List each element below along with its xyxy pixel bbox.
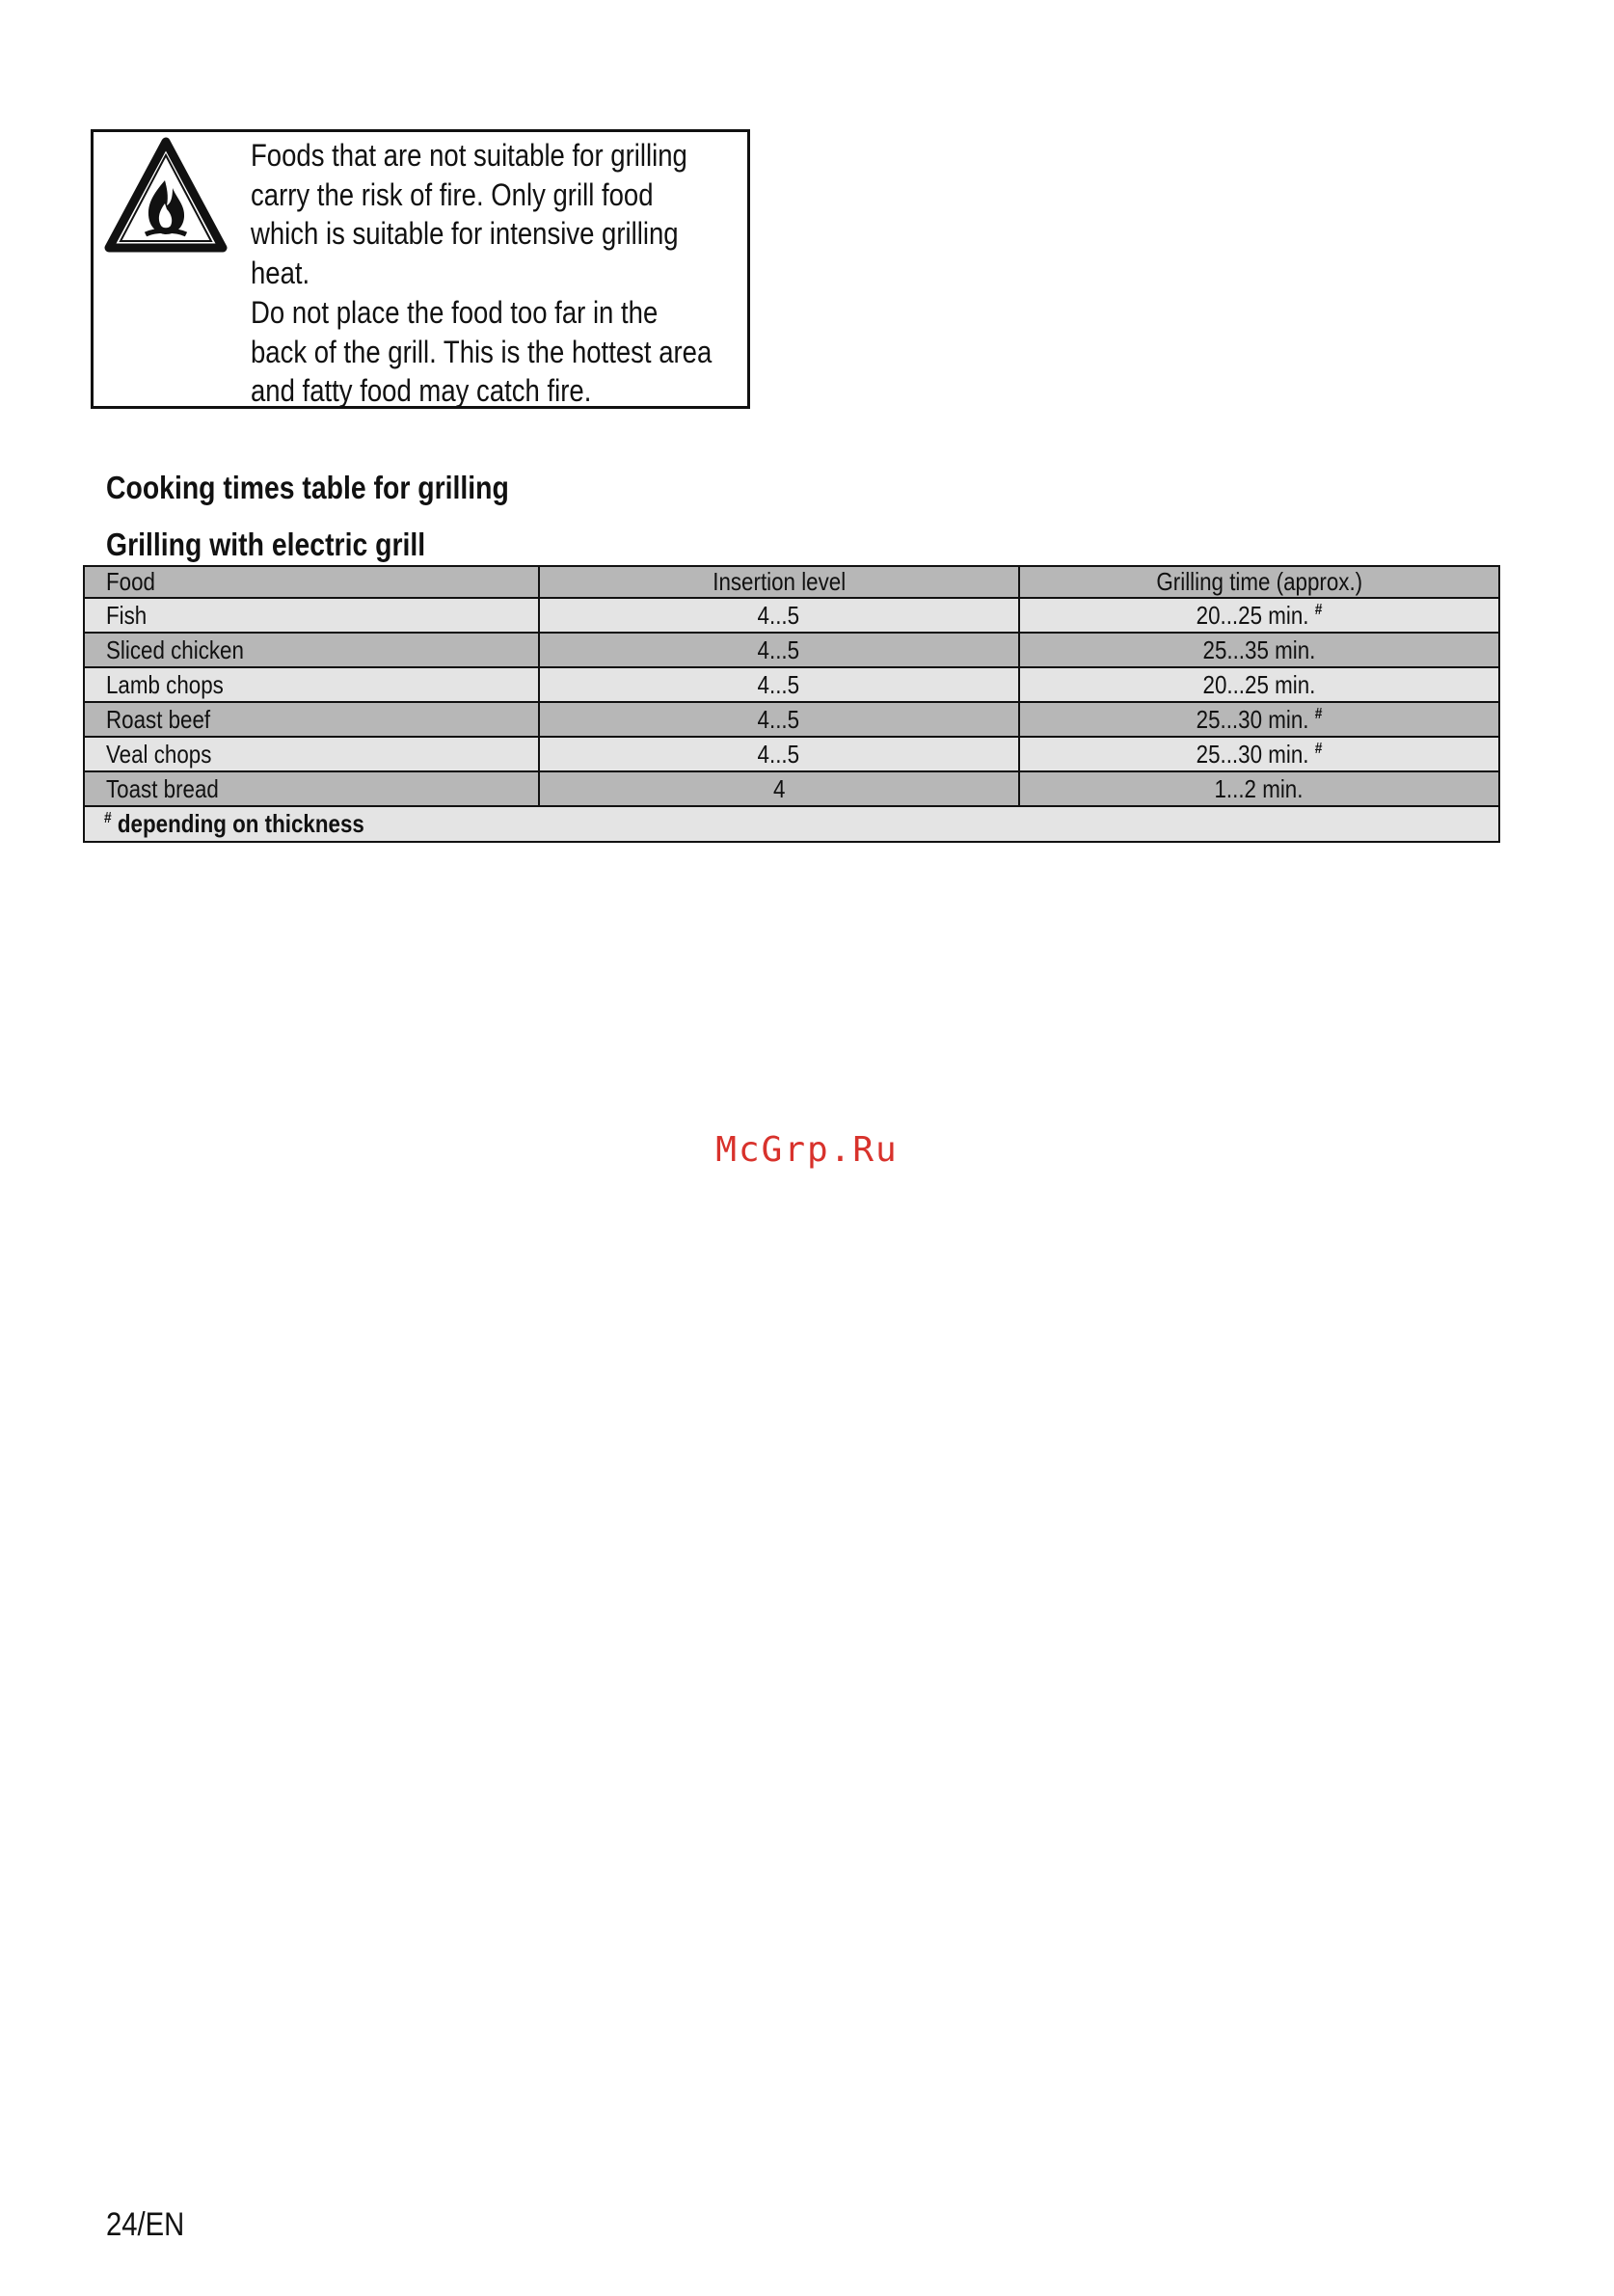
level-cell: 4...5	[539, 598, 1019, 633]
subsection-heading: Grilling with electric grill	[106, 527, 426, 562]
header-grilling-time: Grilling time (approx.)	[1019, 566, 1499, 598]
warning-line: carry the risk of fire. Only grill food	[251, 176, 654, 212]
food-cell: Lamb chops	[84, 667, 539, 702]
footnote-mark: #	[1314, 705, 1323, 722]
table-row	[84, 771, 1499, 806]
food-cell: Roast beef	[84, 702, 539, 737]
table-row	[84, 667, 1499, 702]
watermark: McGrp.Ru	[715, 1130, 899, 1170]
footnote-mark: #	[1314, 601, 1323, 618]
page-number: 24/EN	[106, 2206, 185, 2243]
table-footnote-row	[84, 806, 1499, 842]
fire-warning-box	[91, 129, 750, 409]
warning-text	[251, 136, 713, 411]
warning-line: Do not place the food too far in the	[251, 294, 659, 330]
table-row	[84, 737, 1499, 771]
footnote-text: depending on thickness	[117, 809, 364, 838]
level-cell: 4...5	[539, 633, 1019, 667]
food-cell: Sliced chicken	[84, 633, 539, 667]
time-cell: 20...25 min.	[1019, 667, 1499, 702]
level-cell: 4	[539, 771, 1019, 806]
level-cell: 4...5	[539, 702, 1019, 737]
time-cell: 25...30 min. #	[1019, 737, 1499, 771]
flame-warning-icon	[103, 134, 229, 259]
warning-line: Foods that are not suitable for grilling	[251, 138, 687, 173]
food-cell: Veal chops	[84, 737, 539, 771]
header-food: Food	[84, 566, 539, 598]
header-insertion-level: Insertion level	[539, 566, 1019, 598]
time-cell: 25...35 min.	[1019, 633, 1499, 667]
warning-line: and fatty food may catch fire.	[251, 373, 592, 409]
food-cell: Toast bread	[84, 771, 539, 806]
table-row	[84, 702, 1499, 737]
time-cell: 25...30 min. #	[1019, 702, 1499, 737]
food-cell: Fish	[84, 598, 539, 633]
warning-line: back of the grill. This is the hottest area	[251, 334, 713, 369]
table-row	[84, 598, 1499, 633]
section-heading: Cooking times table for grilling	[106, 470, 509, 505]
table-row	[84, 633, 1499, 667]
time-cell: 20...25 min. #	[1019, 598, 1499, 633]
time-cell: 1...2 min.	[1019, 771, 1499, 806]
table-header-row	[84, 566, 1499, 598]
grilling-times-table	[83, 565, 1500, 843]
level-cell: 4...5	[539, 737, 1019, 771]
warning-line: which is suitable for intensive grilling	[251, 216, 679, 252]
footnote-mark: #	[104, 810, 112, 826]
footnote-mark: #	[1314, 740, 1323, 757]
footnote-cell	[84, 806, 1499, 842]
warning-line: heat.	[251, 256, 310, 291]
level-cell: 4...5	[539, 667, 1019, 702]
